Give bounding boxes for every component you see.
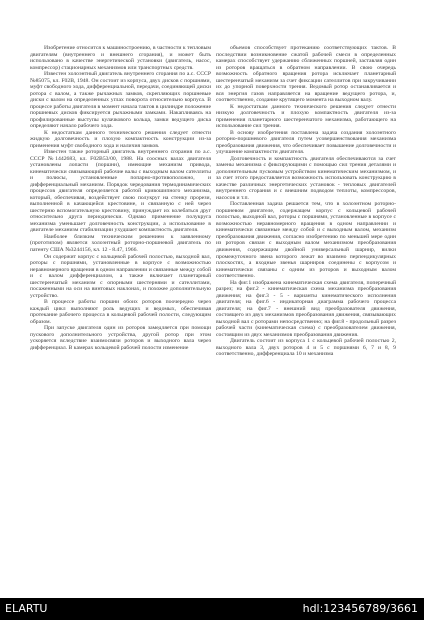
paragraph: В основу изобретения поставлена задача создания холоэнтного роторно-поршневого двигателя путем усовершенствования механизма преобразования движения, что обеспечивает повышение долговечности и улучшение компактности двигателя.	[216, 129, 396, 156]
right-text-column	[216, 45, 396, 358]
repository-footer-bar	[0, 598, 424, 620]
paragraph: Известен холоэнтный двигатель внутреннего сгорания по а.с. СССР №85075, кл. F02B, 1948. Он состоит из корпуса, двух дисков с поршнями, муфт свободного хода, дифференциальной, передачи, соединяющей диски ротора с валом, а также рычажных замков, скрепляющих поршневые диски с валом на определенных углах поворота относительно корпуса. В процессе работы двигателя в момент начала тактов в цилиндре положение поршневых дисков фиксируется рычажными замками. Накапливаясь на профилированные выступы кулачкового кольца, замки ведущего диска определяют начало рабочего хода.	[30, 71, 211, 130]
handle-identifier: hdl:123456789/3661	[302, 602, 418, 615]
repository-name: ELARTU	[5, 602, 48, 615]
paragraph: К недостаткам данного технического решения следует отнести низкую долговечность и плохую компактность двигателя из-за применения планетарного шестеренчатого механизма, работающего на использование сил трения.	[216, 103, 396, 130]
paragraph: Долговечность и компактность двигателя обеспечиваются за счет замены механизма с фиксирующими с помощью сил трения деталями и дополнительным пусковым устройством кинематическим механизмом, и за счет этого предоставляется возможность использовать конструкцию в качестве различных энергетических установок - тепловых двигателей внутреннего сгорания и с внешним подводом теплоты, компрессоров, насосов и т.п.	[216, 155, 396, 201]
paragraph: Наиболее близким техническим решением к заявленному (прототипом) является холоэнтный роторно-поршневой двигатель по патенту США №3244156, кл. 12 - 8.47, 1966.	[30, 233, 211, 253]
left-text-column	[30, 45, 211, 351]
paragraph: объемов способствует протеканию соответствующих тактов. В последствии возникновение сжатой рабочей смеси в определенных камерах способствует удержанию сближенных поршней, заставляя один из роторов вращаться в обратном направлении. В свою очередь возможность обратного вращения ротора исключает планетарный шестеренчатый механизм за счет фиксации сателлитов при закручивании их до упорной поверхности трения. Ведомый ротор останавливается и вся энергия газов направляется на вращение ведущего ротора, и, соответственно, создание крутящего момента на выходном валу.	[216, 45, 396, 104]
paragraph: К недостаткам данного технического решения следует отнести жидкую долговечность и плохую компактность конструкции из-за применения муфт свободного хода и наличия замков.	[30, 129, 211, 149]
paragraph: При запуске двигателя один из роторов замедляется при помощи пускового дополнительного устройства, другой ротор при этом ускоряется вследствие взаимосвязи роторов и выходного вала через дифференциал. В камерах кольцевой рабочей полости изменение	[30, 325, 211, 351]
paragraph: Двигатель состоит из корпуса 1 с кольцевой рабочей полостью 2, выходного вала 3, двух роторов 4 и 5 с поршнями 6, 7 и 8, 9 соответственно, дифференциала 10 и механизма	[216, 338, 396, 358]
paragraph: В процессе работы поршни обоих роторов поочередно через каждый цикл выполняют роль ведущих и ведомых, обеспечивая протекание рабочего процесса в кольцевой рабочей полости, следующим образом.	[30, 299, 211, 325]
paragraph: Он содержит корпус с кольцевой рабочей полостью, выходной вал, роторы с поршнями, установленные в корпусе с возможностью неравномерного вращения в одном направлении и связанные между собой и с валом дифференциалом, а также включает планетарный шестеренчатый механизм с опорными шестернями и сателлитами, посаженными на оси на винтовых наклонах, и похожее дополнительную устройство.	[30, 253, 211, 299]
paragraph: Поставленная задача решается тем, что в холоэнтном роторно-поршневом двигателе, содержащем корпус с кольцевой рабочей полостью, выходной вал, роторы с поршнями, установленные в корпусе с возможностью неравномерного вращения в одном направлении и кинематически связанные между собой и с выходным валом, механизм преобразования движения, согласно изобретению по меньшей мере один из роторов связан с выходным валом механизмом преобразования движения, содержащим двойной универсальный шарнир, вилки промежуточного звена которого лежат во взаимно перпендикулярных плоскостях, а входные звенья шарниров соединены с корпусом и кинематически связаны с одним из роторов и выходным валом соответственно.	[216, 201, 396, 280]
paragraph: На фиг.1 изображена кинематическая схема двигателя, поперечный разрез; на фиг.2 - кинематическая схема механизма преобразования движения; на фиг.3 - 5 - варианты кинематического исполнения двигателя; на фиг.6 - индикаторная диаграмма рабочего процесса двигателя; на фиг.7 - внешний вид преобразователя движения, состоящего из двух механизмов преобразования движения, связывающих выходной вал с роторами непосредственно; на фиг.8 - продольный разрез рабочей части (кинематическая схема) с преобразователем движения, состоящим из двух механизмов преобразования движения.	[216, 279, 396, 338]
paragraph: Изобретение относится к машиностроению, в частности к тепловым двигателям (внутреннего и внешнего сгорания), и может быть использовано в качестве энергетической установки (двигатель, насос, компрессор) стационарных механизмов или транспортных средств.	[30, 45, 211, 71]
paragraph: Известен также роторный двигатель внутреннего сгорания по а.с. СССР №1442683, кл. F02B53/00, 1988. На соосных валах двигателя установлены лопасти (поршни), имеющие механизм привода, кинематически связывающий рабочие валы с выходным валом сателлиты и полюсы, установленные попарно-противоположно, и дифференциальный механизм. Порядок чередования термодинамических процессов двигателя определяется работой кривошипного механизма, который, обеспечивая, воздействует свою полукруг на стенку прорези, выполненной в качающейся крестовине, и связанную с ней через шестерню вспомогательную крестовину, принуждает их колебаться друг относительно друга периодически. Однако применение полукруга механизма уменьшает долговечность конструкции, а использование в двигателе механизм стабилизации ухудшает компактность двигателя.	[30, 149, 211, 234]
